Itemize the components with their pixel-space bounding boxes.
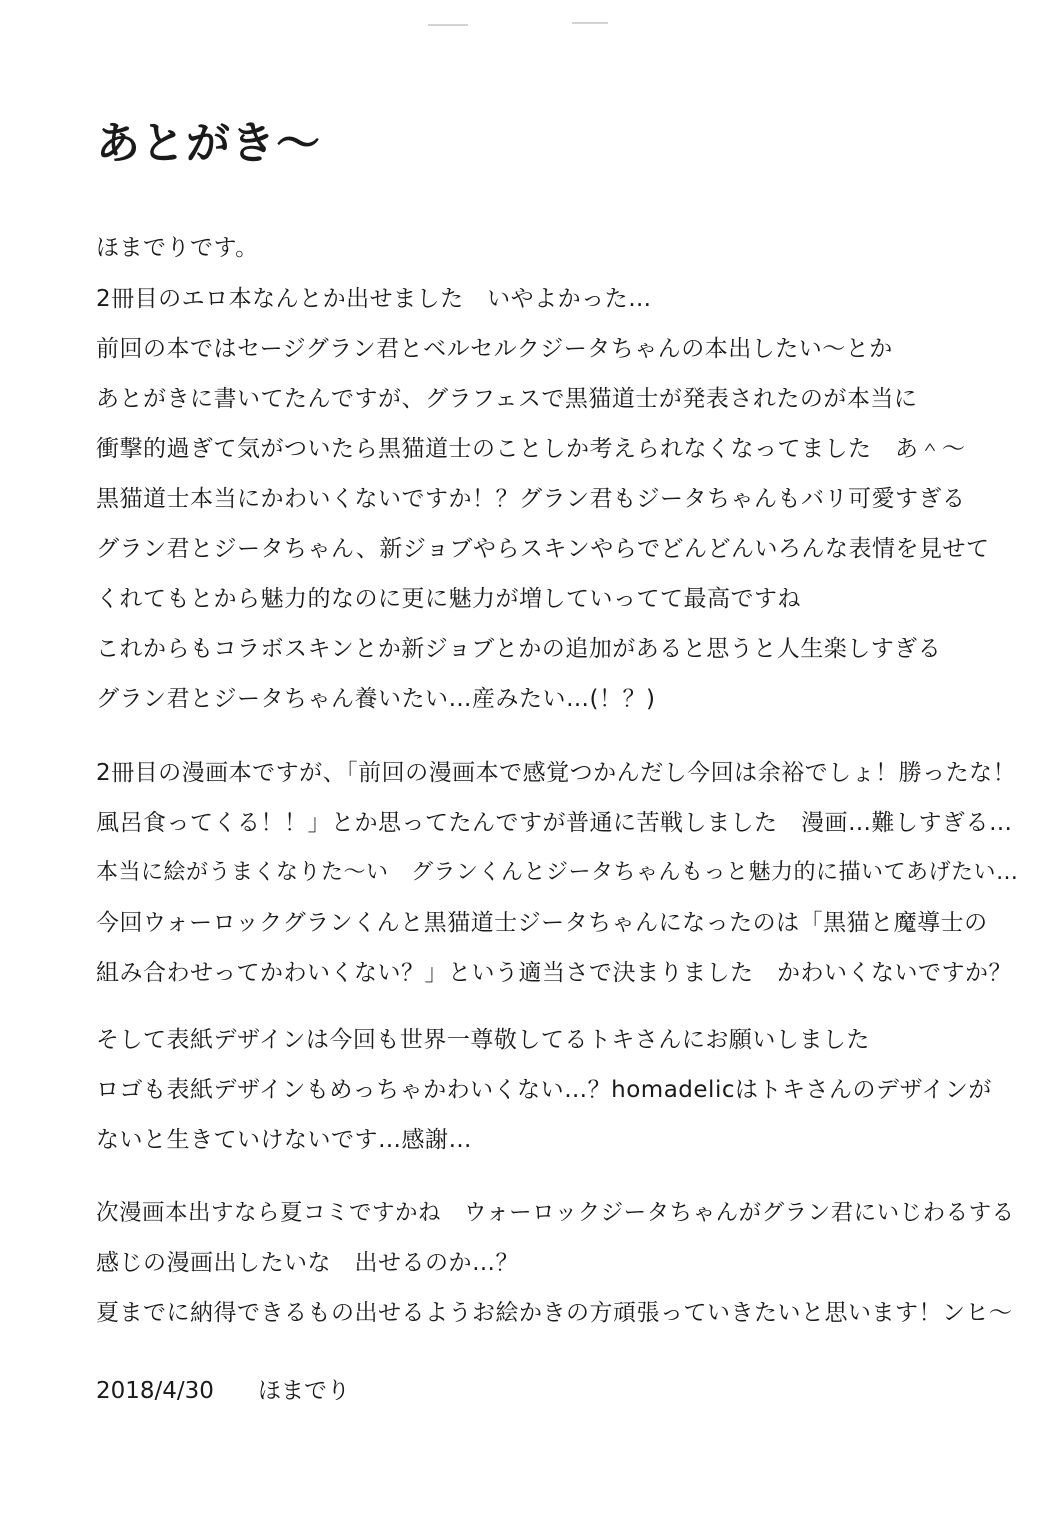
body-line: グラン君とジータちゃん、新ジョブやらスキンやらでどんどんいろんな表情を見せて [96, 536, 990, 562]
body-line: 衝撃的過ぎて気がついたら黒猫道士のことしか考えられなくなってました あ＾～ [96, 436, 966, 462]
body-line: 前回の本ではセージグラン君とベルセルクジータちゃんの本出したい～とか [96, 336, 893, 362]
body-line: 2冊目の漫画本ですが、「前回の漫画本で感覚つかんだし今回は余裕でしょ！勝ったな！ [96, 760, 1017, 786]
body-line: ほまでりです。 [96, 235, 259, 261]
signature-line [96, 1376, 350, 1406]
body-line: 次漫画本出すなら夏コミですかね ウォーロックジータちゃんがグラン君にいじわるする [96, 1200, 1015, 1226]
body-line: 黒猫道士本当にかわいくないですか！？グラン君もジータちゃんもバリ可愛すぎる [96, 486, 966, 512]
page-title: あとがき～ [96, 118, 321, 169]
body-line: 夏までに納得できるもの出せるようお絵かきの方頑張っていきたいと思います！ンヒ～ [96, 1300, 1013, 1326]
body-line: 本当に絵がうまくなりた～い グランくんとジータちゃんもっと魅力的に描いてあげたい… [96, 860, 1019, 885]
date: 2018/4/30 [96, 1378, 214, 1404]
body-line: そして表紙デザインは今回も世界一尊敬してるトキさんにお願いしました [96, 1027, 870, 1053]
body-line: あとがきに書いてたんですが、グラフェスで黒猫道士が発表されたのが本当に [96, 386, 918, 412]
scan-artifact [428, 24, 468, 26]
body-line: これからもコラボスキンとか新ジョブとかの追加があると思うと人生楽しすぎる [96, 636, 942, 662]
body-line: 2冊目のエロ本なんとか出せました いやよかった… [96, 286, 652, 312]
body-line: 今回ウォーロックグランくんと黒猫道士ジータちゃんになったのは「黒猫と魔導士の [96, 910, 988, 936]
body-line: ロゴも表紙デザインもめっちゃかわいくない…？homadelicはトキさんのデザインが [96, 1077, 992, 1103]
body-line: くれてもとから魅力的なのに更に魅力が増していってて最高ですね [96, 586, 801, 612]
author-name: ほまでり [257, 1378, 350, 1404]
scan-artifact [572, 22, 608, 24]
body-line: 風呂食ってくる！！」とか思ってたんですが普通に苦戦しました 漫画…難しすぎる… [96, 810, 1013, 836]
body-line: 感じの漫画出したいな 出せるのか…？ [96, 1250, 519, 1276]
body-line: グラン君とジータちゃん養いたい…産みたい…(！？) [96, 686, 656, 712]
body-line: ないと生きていけないです…感謝… [96, 1127, 472, 1153]
body-line: 組み合わせってかわいくない？」という適当さで決まりました かわいくないですか？ [96, 960, 1013, 986]
